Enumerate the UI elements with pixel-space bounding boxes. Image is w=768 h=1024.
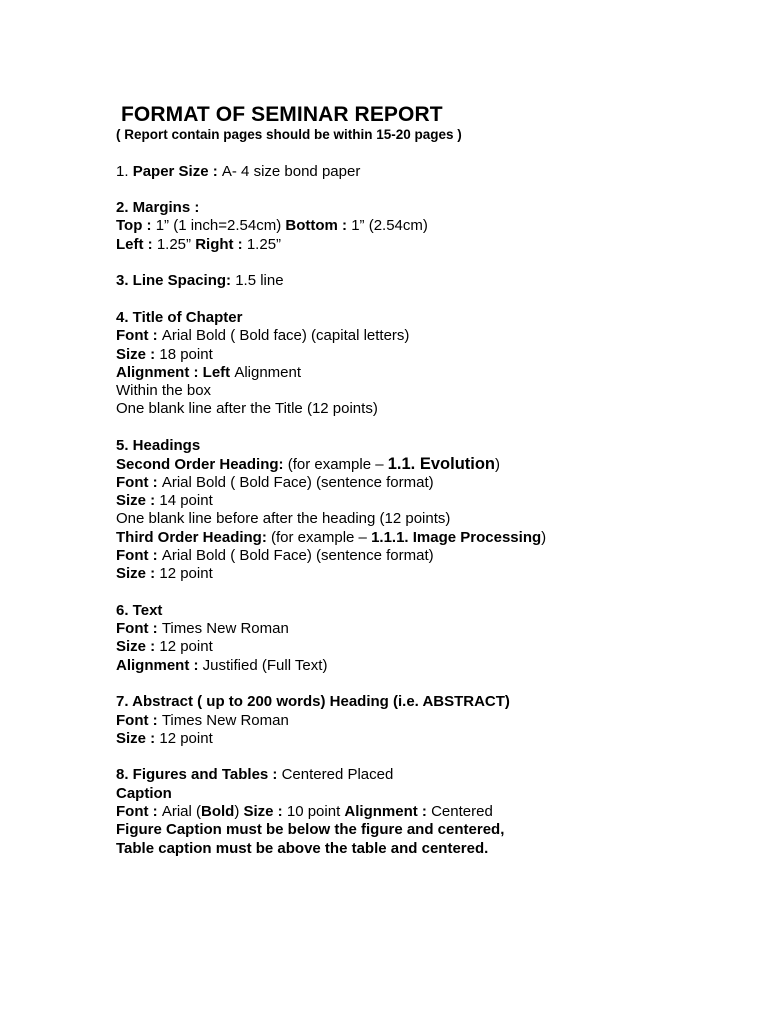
caption-heading: Caption: [116, 784, 172, 802]
caption-font-value-bold: Bold: [201, 802, 235, 820]
figures-tables-value: Centered Placed: [281, 766, 394, 784]
chapter-title-font-line: [116, 327, 756, 345]
caption-alignment-label: Alignment :: [344, 802, 432, 820]
margin-top-value: 1” (1 inch=2.54cm): [155, 217, 286, 235]
chapter-title-font-label: Font :: [116, 327, 162, 345]
margin-left-value: 1.25”: [156, 235, 196, 253]
second-order-size-label: Size :: [116, 491, 160, 509]
second-order-pre: (for example –: [287, 456, 388, 474]
chapter-title-alignment-label: Alignment : Left: [116, 363, 235, 381]
text-font-value: Times New Roman: [161, 620, 289, 638]
third-order-label: Third Order Heading:: [116, 528, 272, 546]
second-order-font-line: [116, 474, 756, 492]
caption-spec-line: [116, 803, 756, 821]
line-spacing-value: 1.5 line: [235, 272, 284, 290]
text-size-value: 12 point: [159, 638, 213, 656]
abstract-size-value: 12 point: [159, 729, 213, 747]
paper-size-label: Paper Size :: [132, 162, 222, 180]
third-order-font-label: Font :: [116, 546, 162, 564]
third-order-pre: (for example –: [271, 528, 372, 546]
document-body: [116, 126, 756, 858]
margins-left-right-line: [116, 236, 756, 254]
text-font-line: [116, 620, 756, 638]
second-order-heading-line: [116, 455, 756, 473]
margin-bottom-value: 1” (2.54cm): [351, 217, 428, 235]
third-order-font-line: [116, 547, 756, 565]
caption-size-label: Size :: [243, 802, 287, 820]
margin-right-label: Right :: [195, 235, 247, 253]
third-order-size-label: Size :: [116, 565, 160, 583]
figure-caption-note: Figure Caption must be below the figure and centered,: [116, 821, 505, 839]
chapter-title-heading: 4. Title of Chapter: [116, 308, 243, 326]
paper-size-line: [116, 163, 756, 181]
caption-alignment-value: Centered: [431, 802, 493, 820]
third-order-heading-line: [116, 529, 756, 547]
figures-tables-line: [116, 766, 756, 784]
table-caption-note: Table caption must be above the table and centered.: [116, 839, 489, 857]
abstract-heading: 7. Abstract ( up to 200 words) Heading (i.e. ABSTRACT): [116, 693, 510, 711]
second-order-label: Second Order Heading:: [116, 456, 288, 474]
abstract-size-line: [116, 730, 756, 748]
second-order-size-value: 14 point: [159, 491, 213, 509]
chapter-title-blank-line-note: One blank line after the Title (12 points): [116, 400, 378, 418]
chapter-title-font-value: Arial Bold ( Bold face) (capital letters): [161, 327, 410, 345]
margin-bottom-label: Bottom :: [285, 217, 352, 235]
text-font-label: Font :: [116, 620, 162, 638]
chapter-title-alignment-line: [116, 364, 756, 382]
abstract-font-value: Times New Roman: [161, 711, 289, 729]
headings-heading: 5. Headings: [116, 437, 201, 455]
second-order-size-line: [116, 492, 756, 510]
margin-top-label: Top :: [116, 217, 156, 235]
caption-font-value-pre: Arial (: [161, 802, 201, 820]
figures-tables-label: 8. Figures and Tables :: [116, 766, 282, 784]
third-order-size-line: [116, 565, 756, 583]
second-order-font-label: Font :: [116, 473, 162, 491]
abstract-font-line: [116, 712, 756, 730]
second-order-example: 1.1. Evolution: [387, 455, 496, 474]
third-order-font-value: Arial Bold ( Bold Face) (sentence format): [161, 546, 434, 564]
text-size-line: [116, 638, 756, 656]
margins-heading: 2. Margins :: [116, 199, 200, 217]
second-order-post: ): [495, 456, 501, 474]
second-order-font-value: Arial Bold ( Bold Face) (sentence format): [161, 473, 434, 491]
line-spacing-line: [116, 272, 756, 290]
chapter-title-size-value: 18 point: [159, 345, 213, 363]
heading-blank-line-note: One blank line before after the heading (12 points): [116, 510, 451, 528]
text-alignment-line: [116, 657, 756, 675]
text-heading: 6. Text: [116, 601, 163, 619]
chapter-title-size-line: [116, 346, 756, 364]
margin-right-value: 1.25”: [246, 235, 282, 253]
text-alignment-value: Justified (Full Text): [202, 656, 328, 674]
paper-size-number: 1.: [116, 162, 133, 180]
text-alignment-label: Alignment :: [116, 656, 203, 674]
text-size-label: Size :: [116, 638, 160, 656]
caption-font-label: Font :: [116, 802, 162, 820]
abstract-font-label: Font :: [116, 711, 162, 729]
abstract-size-label: Size :: [116, 729, 160, 747]
caption-font-value-post: ): [234, 802, 244, 820]
chapter-title-box-line: Within the box: [116, 382, 212, 400]
third-order-example: 1.1.1. Image Processing: [371, 528, 542, 546]
paper-size-value: A- 4 size bond paper: [221, 162, 361, 180]
document-subtitle: ( Report contain pages should be within 15-20 pages ): [116, 127, 462, 142]
chapter-title-size-label: Size :: [116, 345, 160, 363]
line-spacing-label: 3. Line Spacing:: [116, 272, 236, 290]
margin-left-label: Left :: [116, 235, 157, 253]
chapter-title-alignment-value: Alignment: [234, 363, 302, 381]
margins-top-bottom-line: [116, 217, 756, 235]
caption-size-value: 10 point: [286, 802, 345, 820]
third-order-post: ): [541, 528, 547, 546]
document-title: FORMAT OF SEMINAR REPORT: [121, 103, 443, 126]
third-order-size-value: 12 point: [159, 565, 213, 583]
